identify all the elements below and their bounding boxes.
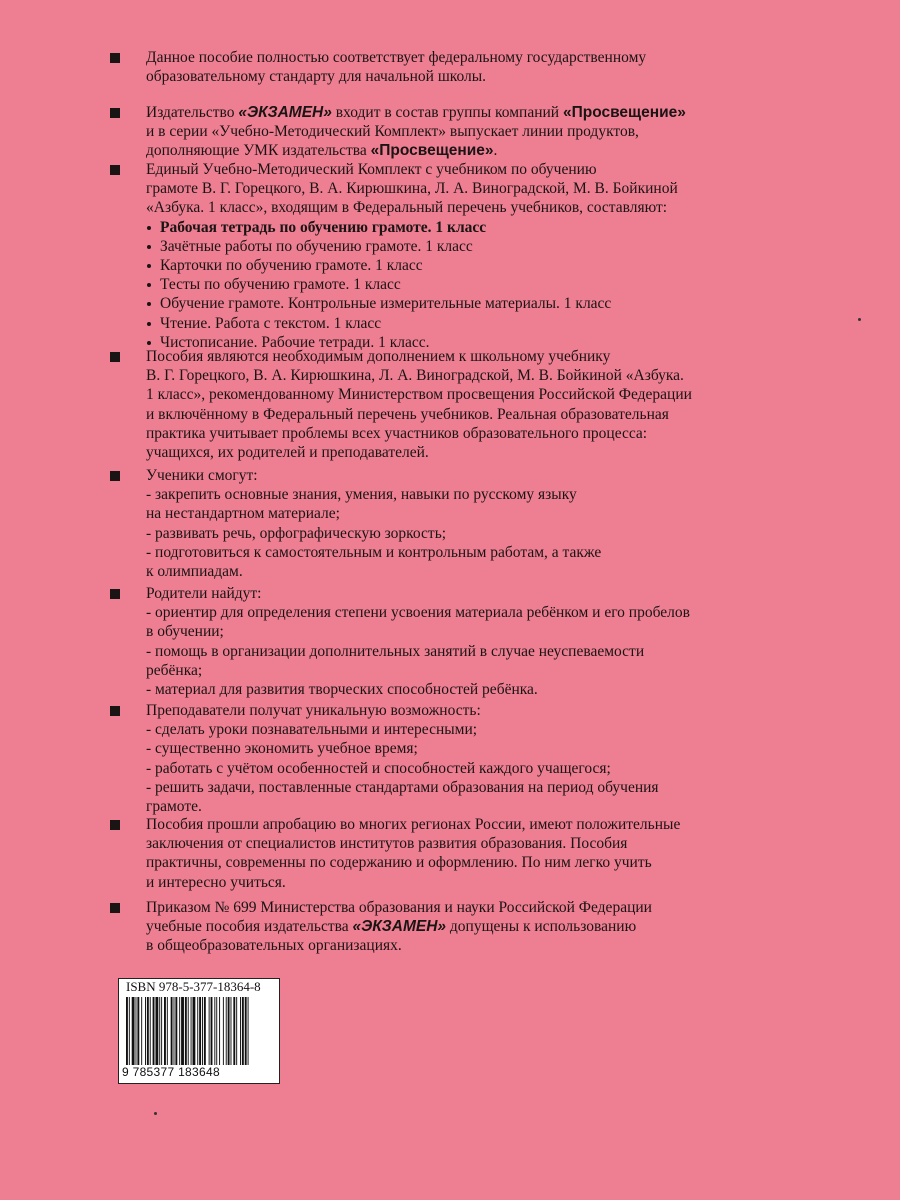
speck	[858, 318, 861, 321]
text-line: образовательному стандарту для начальной школы.	[146, 68, 487, 86]
paragraph-publisher	[110, 103, 750, 161]
publisher-brand: «ЭКЗАМЕН»	[238, 104, 332, 121]
barcode-bar	[202, 997, 203, 1065]
text-line: - ориентир для определения степени усвоения материала ребёнком и его пробелов	[146, 604, 690, 622]
text-line: и включённому в Федеральный перечень учебников. Реальная образовательная	[146, 405, 669, 423]
text-line: - материал для развития творческих способностей ребёнка.	[146, 681, 538, 699]
barcode-bar	[174, 997, 175, 1065]
text-line: Пособия прошли апробацию во многих регионах России, имеют положительные	[146, 816, 681, 833]
square-bullet	[110, 471, 120, 481]
list-item: Чистописание. Рабочие тетради. 1 класс.	[146, 333, 750, 352]
text-line	[146, 141, 750, 160]
text-line: в общеобразовательных организациях.	[146, 937, 402, 955]
text-line: Родители найдут:	[146, 585, 262, 602]
text-line: Пособия являются необходимым дополнением к школьному учебнику	[146, 348, 611, 365]
text-line: Данное пособие полностью соответствует федеральному государственному	[146, 49, 647, 66]
text-fragment: допущены к использованию	[446, 918, 637, 936]
barcode-bar	[147, 997, 149, 1065]
list-item: Тесты по обучению грамоте. 1 класс	[146, 275, 750, 294]
barcode-bar	[226, 997, 227, 1065]
text-line: В. Г. Горецкого, В. А. Кирюшкина, Л. А. Виноградской, М. В. Бойкиной «Азбука.	[146, 367, 684, 385]
text-line: - помощь в организации дополнительных занятий в случае неуспеваемости	[146, 642, 645, 660]
barcode-bar	[129, 997, 130, 1065]
text-line: - существенно экономить учебное время;	[146, 740, 418, 758]
group-brand: «Просвещение»	[562, 104, 686, 121]
barcode-bars	[126, 997, 272, 1065]
barcode-bar	[223, 997, 224, 1065]
speck	[154, 1112, 157, 1115]
text-line	[146, 103, 750, 122]
barcode-bar	[164, 997, 166, 1065]
paragraph-students	[110, 466, 750, 581]
barcode-bar	[141, 997, 142, 1065]
text-line: учащихся, их родителей и преподавателей.	[146, 444, 429, 462]
text-fragment: учебные пособия издательства	[146, 918, 353, 936]
text-line: грамоте В. Г. Горецкого, В. А. Кирюшкина, Л. А. Виноградской, М. В. Бойкиной	[146, 180, 678, 198]
barcode-bar	[159, 997, 160, 1065]
barcode-bar	[137, 997, 139, 1065]
group-brand: «Просвещение»	[370, 142, 494, 160]
text-line: Преподаватели получат уникальную возможность:	[146, 702, 481, 719]
barcode-bar	[240, 997, 241, 1065]
text-line: грамоте.	[146, 798, 202, 816]
list-item: Чтение. Работа с текстом. 1 класс	[146, 314, 750, 333]
barcode-bar	[236, 997, 237, 1065]
text-fragment: Издательство	[146, 104, 239, 121]
square-bullet	[110, 589, 120, 599]
text-fragment: дополняющие УМК издательства	[146, 142, 371, 160]
paragraph-teachers	[110, 701, 750, 816]
text-line: - развивать речь, орфографическую зоркость;	[146, 524, 447, 542]
text-line: ребёнка;	[146, 661, 203, 679]
square-bullet	[110, 108, 120, 118]
square-bullet	[110, 903, 120, 913]
barcode-bar	[233, 997, 235, 1065]
barcode-bar	[191, 997, 192, 1065]
barcode-digits: 9 785377 183648	[122, 1065, 220, 1079]
paragraph-standard-compliance	[110, 48, 750, 86]
barcode-bar	[228, 997, 230, 1065]
barcode-bar	[136, 997, 137, 1065]
text-line: - сделать уроки познавательными и интересными;	[146, 721, 478, 739]
text-line: практичны, современны по содержанию и оформлению. По ним легко учить	[146, 854, 652, 872]
text-line: - решить задачи, поставленные стандартами образования на период обучения	[146, 778, 659, 796]
barcode-bar	[231, 997, 232, 1065]
isbn-label: ISBN 978-5-377-18364-8	[126, 979, 261, 994]
barcode-bar	[209, 997, 210, 1065]
barcode-bar	[245, 997, 247, 1065]
barcode-bar	[185, 997, 187, 1065]
paragraph-parents	[110, 584, 750, 699]
list-item: Рабочая тетрадь по обучению грамоте. 1 класс	[146, 218, 750, 237]
barcode-bar	[216, 997, 217, 1065]
barcode-bar	[242, 997, 244, 1065]
square-bullet	[110, 706, 120, 716]
paragraph-umk-list	[110, 160, 750, 352]
barcode-bar	[145, 997, 146, 1065]
text-line: практика учитывает проблемы всех участников образовательного процесса:	[146, 424, 648, 442]
text-fragment: входит в состав группы компаний	[331, 104, 563, 121]
list-item: Обучение грамоте. Контрольные измерительные материалы. 1 класс	[146, 294, 750, 313]
barcode-bar	[219, 997, 220, 1065]
barcode-bar	[150, 997, 151, 1065]
barcode-bar	[248, 997, 249, 1065]
barcode-bar	[171, 997, 173, 1065]
text-line: - подготовиться к самостоятельным и контрольным работам, а также	[146, 543, 602, 561]
list-item: Зачётные работы по обучению грамоте. 1 класс	[146, 237, 750, 256]
text-line: и интересно учиться.	[146, 873, 286, 891]
text-line: на нестандартном материале;	[146, 505, 340, 523]
text-line: в обучении;	[146, 623, 224, 641]
barcode-bar	[155, 997, 158, 1065]
text-fragment: .	[493, 142, 498, 160]
barcode-bar	[153, 997, 155, 1065]
barcode-bar	[179, 997, 180, 1065]
barcode-bar	[197, 997, 198, 1065]
text-line	[146, 917, 750, 936]
text-line: Единый Учебно-Методический Комплект с учебником по обучению	[146, 161, 597, 178]
square-bullet	[110, 165, 120, 175]
text-line: Приказом № 699 Министерства образования и науки Российской Федерации	[146, 899, 652, 916]
barcode-bar	[175, 997, 177, 1065]
text-line: «Азбука. 1 класс», входящим в Федеральный перечень учебников, составляют:	[146, 199, 668, 217]
list-item: Карточки по обучению грамоте. 1 класс	[146, 256, 750, 275]
barcode-bar	[204, 997, 206, 1065]
barcode-bar	[199, 997, 201, 1065]
barcode-bar	[193, 997, 196, 1065]
barcode-bar	[211, 997, 213, 1065]
barcode-bar	[161, 997, 162, 1065]
barcode-bar	[188, 997, 189, 1065]
text-line: 1 класс», рекомендованному Министерством просвещения Российской Федерации	[146, 386, 692, 404]
barcode-bar	[214, 997, 215, 1065]
barcode-bar	[132, 997, 135, 1065]
paragraph-order	[110, 898, 750, 956]
text-line: - работать с учётом особенностей и способностей каждого учащегося;	[146, 759, 611, 777]
text-line: - закрепить основные знания, умения, навыки по русскому языку	[146, 486, 577, 504]
paragraph-supplement	[110, 347, 750, 462]
barcode-bar	[126, 997, 128, 1065]
square-bullet	[110, 820, 120, 830]
text-line: к олимпиадам.	[146, 563, 243, 581]
square-bullet	[110, 53, 120, 63]
paragraph-approbation	[110, 815, 750, 892]
publisher-brand: «ЭКЗАМЕН»	[352, 918, 447, 936]
text-line: заключения от специалистов институтов развития образования. Пособия	[146, 835, 628, 853]
square-bullet	[110, 352, 120, 362]
text-line: и в серии «Учебно-Методический Комплект» выпускает линии продуктов,	[146, 123, 639, 141]
barcode-bar	[167, 997, 168, 1065]
barcode-bar	[181, 997, 184, 1065]
text-line: Ученики смогут:	[146, 467, 258, 484]
